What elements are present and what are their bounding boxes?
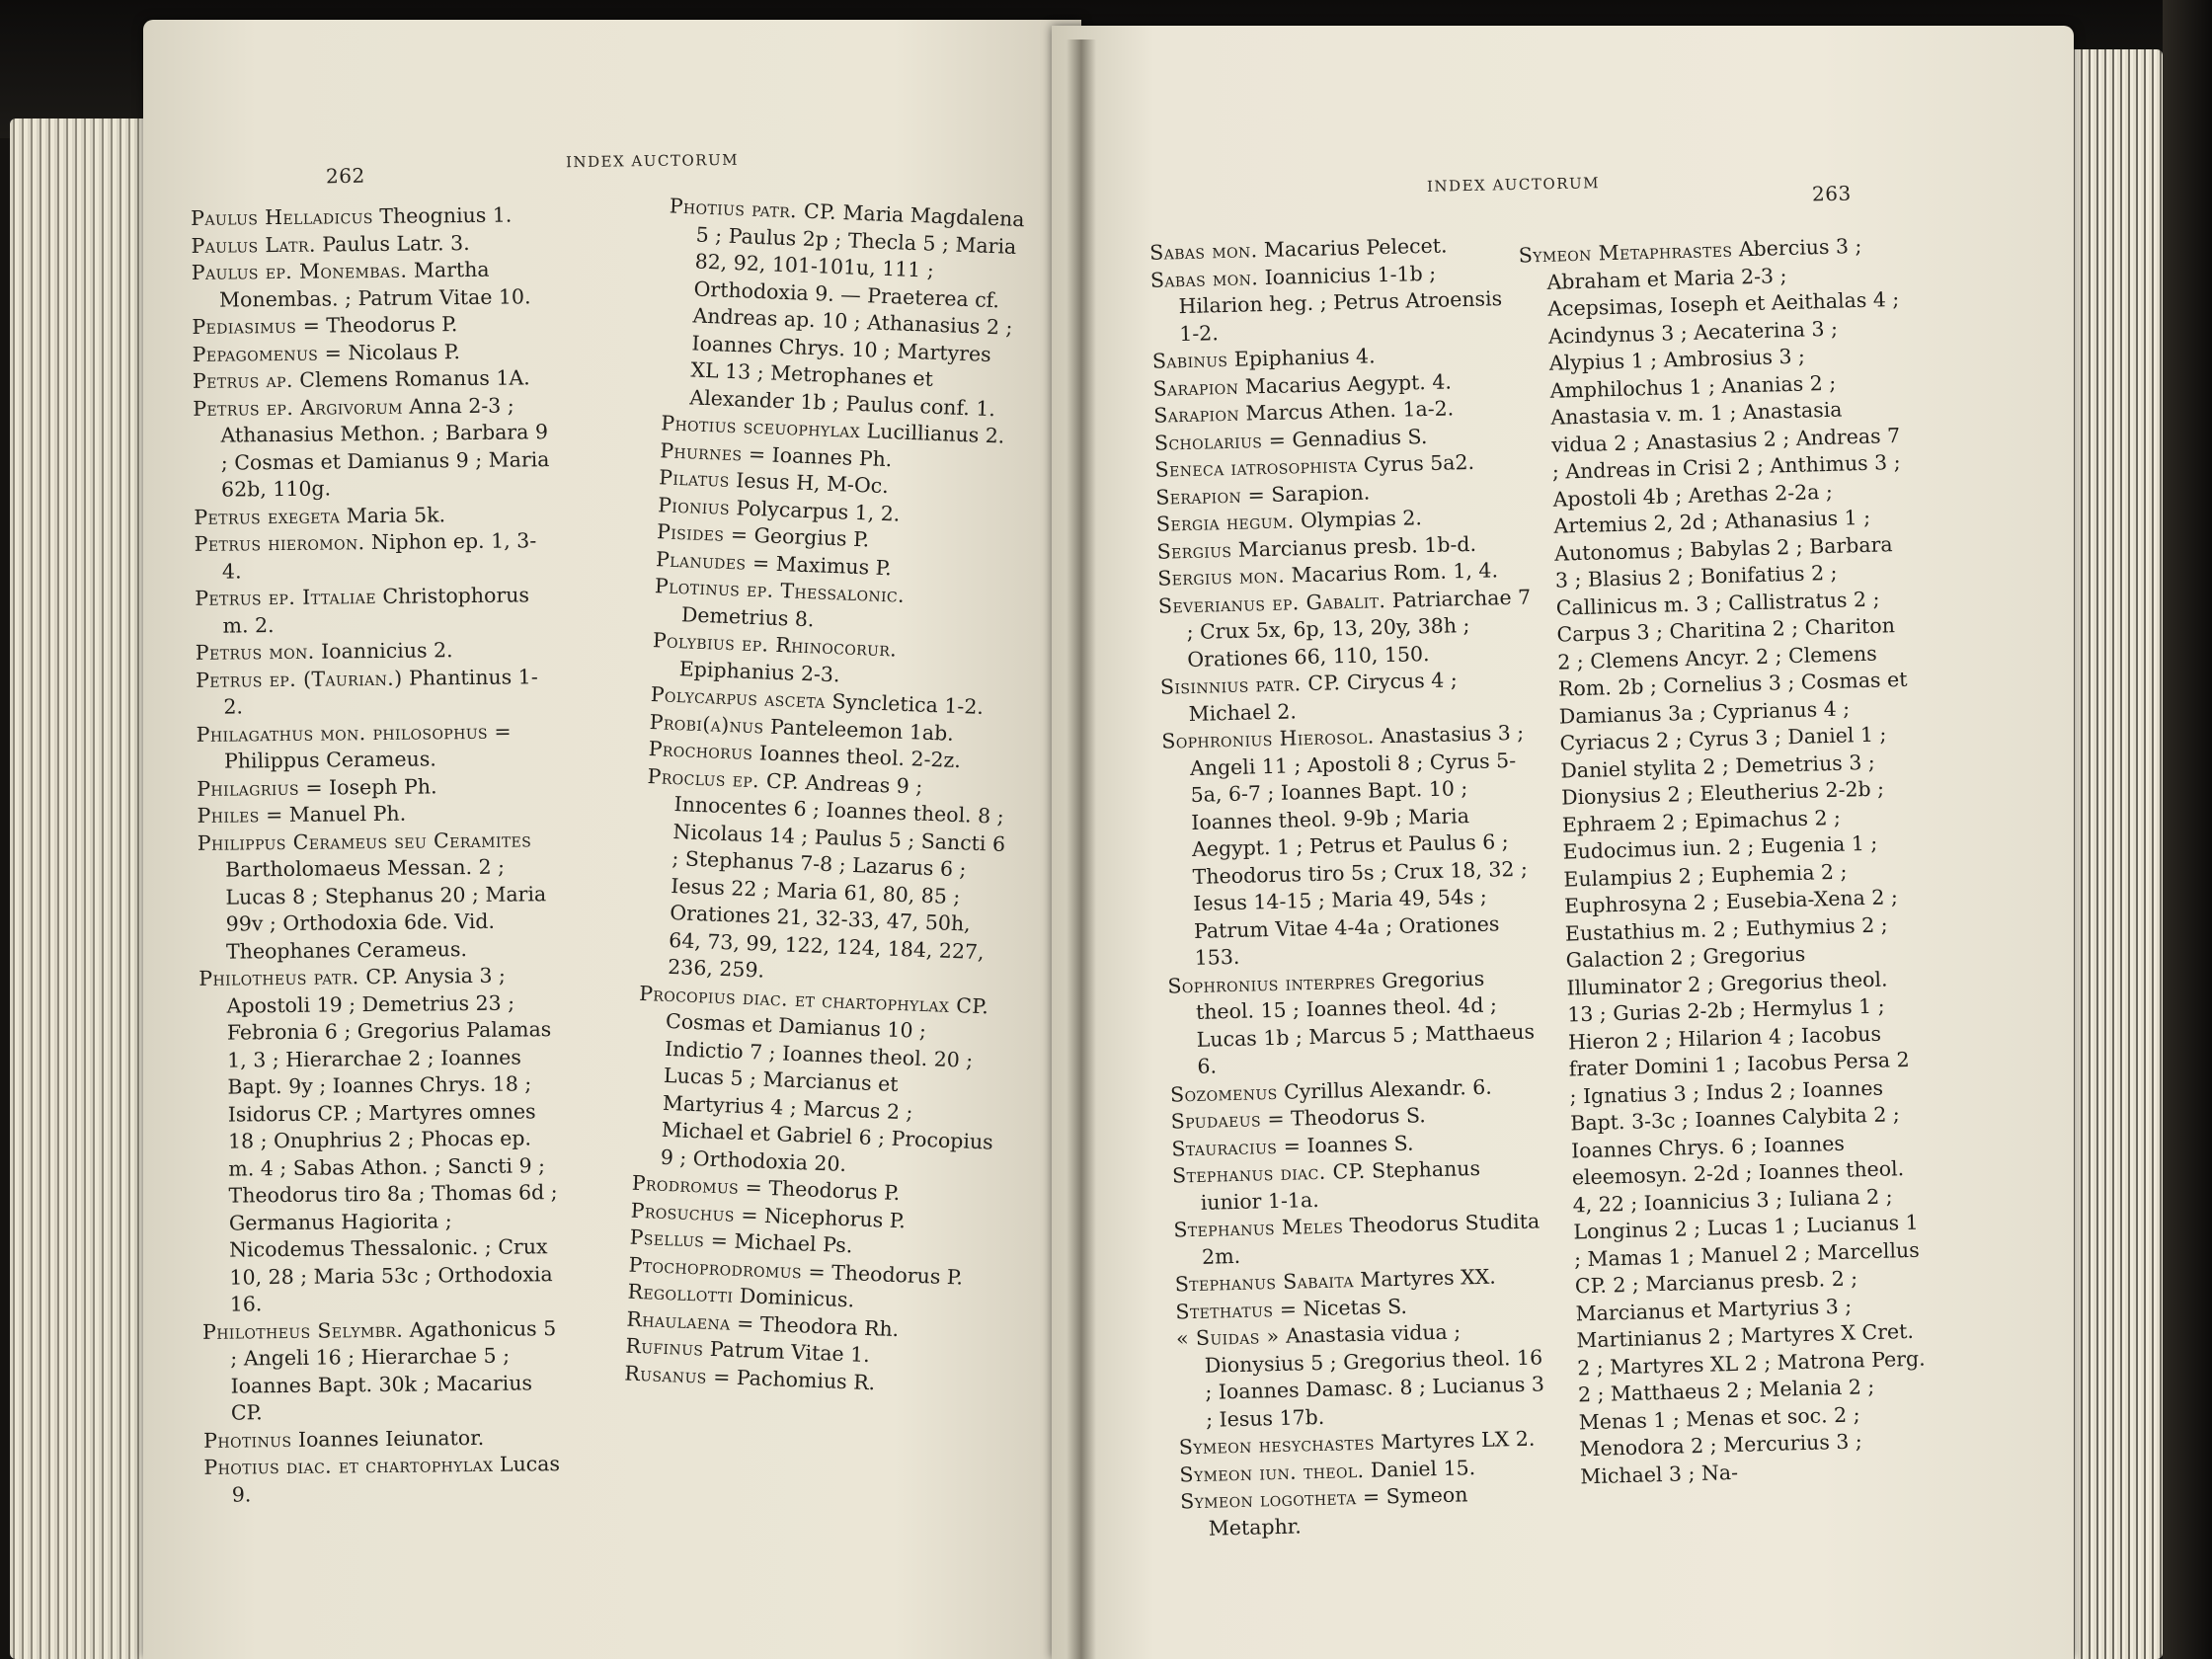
entry-author: Sergius mon. [1157, 563, 1286, 591]
index-column-left-2 [624, 193, 1030, 1400]
entry-author: Philotheus Selymbr. [201, 1317, 404, 1344]
entry-author: Sabinus [1151, 347, 1228, 373]
entry-references: Bartholomaeus Messan. 2 ; Lucas 8 ; Stephanus 20 ; Maria 99v ; Orthodoxia 6de. Vid. Theophanes Cerameus. [225, 854, 547, 964]
book-gutter [1066, 40, 1096, 1659]
entry-references: = Pachomius R. [706, 1364, 876, 1394]
running-head-right: INDEX AUCTORUM [1426, 174, 1601, 196]
entry-author: Probi(a)nus [649, 709, 764, 738]
entry-references: = Theodora Rh. [730, 1310, 900, 1341]
entry-references: Phantinus 1-2. [223, 664, 538, 719]
entry-references: Cyrus 5a2. [1357, 449, 1475, 477]
entry-author: Pepagomenus [192, 341, 319, 366]
entry-author: Stauracius [1171, 1134, 1278, 1161]
entry-author: Pisides [656, 519, 725, 546]
index-entry [196, 636, 556, 667]
index-entry [192, 310, 552, 341]
entry-author: Paulus Latr. [191, 232, 316, 258]
entry-author: Seneca iatrosophista [1154, 452, 1358, 482]
index-entry [1518, 232, 1933, 1491]
entry-references: = Nicetas S. [1272, 1294, 1408, 1321]
index-column-left-1 [191, 201, 565, 1509]
entry-author: Rhaulaena [626, 1306, 732, 1335]
entry-author: Photius diac. et chartophylax [203, 1452, 494, 1479]
entry-references: Macarius Aegypt. 4. [1237, 368, 1453, 399]
entry-author: Sarapion [1152, 374, 1239, 401]
entry-references: = Georgius P. [723, 521, 870, 552]
entry-references: Andreas 9 ; Innocentes 6 ; Ioannes theol. 8 ; Nicolaus 14 ; Paulus 5 ; Sancti 6 ; Stephanus 7-8 ; Lazarus 6 ; Iesus 22 ; Maria 61, 80, 85 ; Orationes 21, 32-33, 47, 50h, 64, 73, 99, 122, 124, 184, 227, 236, 259. [667, 769, 1006, 983]
index-entry [198, 827, 559, 966]
entry-references: = Nicephorus P. [734, 1202, 907, 1232]
entry-author: Ptochoprodromus [628, 1252, 803, 1283]
entry-author: Procopius diac. et chartophylax CP. [638, 981, 989, 1018]
entry-references: = Sarapion. [1240, 479, 1371, 508]
entry-author: Sophronius interpres [1167, 968, 1377, 998]
entry-author: Photinus [203, 1427, 292, 1453]
entry-references: Gregorius theol. 15 ; Ioannes theol. 4d ; Lucas 1b ; Marcus 5 ; Matthaeus 6. [1195, 966, 1536, 1078]
index-entry [191, 201, 551, 232]
entry-references: Cosmas et Damianus 10 ; Indictio 7 ; Ioannes theol. 20 ; Lucas 5 ; Marcianus et Martyrius 4 ; Marcus 2 ; Michael et Gabriel 6 ; Procopius 9 ; Orthodoxia 20. [660, 1008, 994, 1176]
entry-author: Prochorus [648, 737, 753, 765]
index-entry [191, 229, 551, 260]
entry-references: = Ioannes Ph. [742, 440, 893, 471]
entry-author: Philagathus mon. philosophus [196, 719, 489, 747]
entry-references: Abercius 3 ; Abraham et Maria 2-3 ; Acepsimas, Ioseph et Aeithalas 4 ; Acindynus 3 ; Aecaterina 3 ; Alypius 1 ; Ambrosius 3 ; Amphilochus 1 ; Ananias 2 ; Anastasia v. m. 1 ; Anastasia vidua 2 ; Anastasius 2 ; Andreas 7 ; Andreas in Crisi 2 ; Anthimus 3 ; Apostoli 4b ; Arethas 2-2a ; Artemius 2, 2d ; Athanasius 1 ; Autonomus ; Babylas 2 ; Barbara 3 ; Blasius 2 ; Bonifatius 2 ; Callinicus m. 3 ; Callistratus 2 ; Carpus 3 ; Charitina 2 ; Chariton 2 ; Clemens Ancyr. 2 ; Clemens Rom. 2b ; Cornelius 3 ; Cosmas et Damianus 3a ; Cyprianus 4 ; Cyriacus 2 ; Cyrus 3 ; Daniel 1 ; Daniel stylita 2 ; Demetrius 3 ; Dionysius 2 ; Eleutherius 2-2b ; Ephraem 2 ; Epimachus 2 ; Eudocimus iun. 2 ; Eugenia 1 ; Eulampius 2 ; Euphemia 2 ; Euphrosyna 2 ; Eusebia-Xena 2 ; Eustathius m. 2 ; Euthymius 2 ; Galaction 2 ; Gregorius Illuminator 2 ; Gregorius theol. 13 ; Gurias 2-2b ; Hermylus 1 ; Hieron 2 ; Hilarion 4 ; Iacobus frater Domini 1 ; Iacobus Persa 2 ; Ignatius 3 ; Indus 2 ; Ioannes Bapt. 3-3c ; Ioannes Calybita 2 ; Ioannes Chrys. 6 ; Ioannes eleemosyn. 2-2d ; Ioannes theol. 4, 22 ; Ioannicius 3 ; Iuliana 2 ; Longinus 2 ; Lucas 1 ; Lucianus 1 ; Mamas 1 ; Manuel 2 ; Marcellus CP. 2 ; Marcianus presb. 2 ; Marcianus et Martyrius 3 ; Martinianus 2 ; Martyres X Cret. 2 ; Martyres XL 2 ; Matrona Perg. 2 ; Matthaeus 2 ; Melania 2 ; Menas 1 ; Menas et soc. 2 ; Menodora 2 ; Mercurius 3 ; Michael 3 ; Na- [1546, 233, 1926, 1488]
entry-author: Philes [197, 803, 260, 828]
entry-author: Sabas mon. [1149, 265, 1259, 292]
index-entry [195, 582, 556, 640]
entry-references: Maria Magdalena 5 ; Paulus 2p ; Thecla 5 ; Maria 82, 92, 101-101u, 111 ; Orthodoxia 9. — Praeterea cf. Andreas ap. 10 ; Athanasius 2 ; Ioannes Chrys. 10 ; Martyres XL 13 ; Metrophanes et Alexander 1b ; Paulus conf. 1. [688, 199, 1025, 421]
entry-references: Clemens Romanus 1A. [292, 365, 530, 392]
entry-references: Syncletica 1-2. [825, 688, 985, 720]
index-entry [640, 763, 1008, 994]
entry-author: Stephanus Meles [1173, 1214, 1344, 1242]
entry-author: Pilatus [658, 465, 731, 492]
index-entry [193, 392, 554, 505]
entry-references: Cyrillus Alexandr. 6. [1277, 1074, 1493, 1104]
entry-author: Philotheus patr. CP. [198, 964, 399, 990]
entry-references: = Theodorus P. [295, 312, 458, 338]
entry-references: Stephanus iunior 1-1a. [1200, 1155, 1481, 1215]
entry-author: Sozomenus [1169, 1079, 1278, 1107]
entry-references: Cirycus 4 ; Michael 2. [1188, 668, 1458, 726]
entry-references: = Manuel Ph. [259, 801, 407, 828]
entry-references: Niphon ep. 1, 3-4. [221, 528, 537, 584]
page-number-left: 262 [325, 163, 365, 189]
page-number-right: 263 [1811, 181, 1852, 206]
index-entry [194, 501, 554, 531]
entry-author: Regollotti [627, 1279, 734, 1307]
entry-references: Patriarchae 7 ; Crux 5x, 6p, 13, 20y, 38h ; Orationes 66, 110, 150. [1186, 585, 1532, 672]
dark-background-right [2163, 0, 2212, 1659]
index-entry [197, 799, 557, 830]
entry-references: = Gennadius S. [1261, 424, 1428, 452]
entry-author: Pediasimus [192, 313, 297, 339]
entry-references: Anastasia vidua ; Dionysius 5 ; Gregorius theol. 16 ; Ioannes Damasc. 8 ; Lucianus 3 ; Iesus 17b. [1204, 1319, 1545, 1432]
index-column-right-2 [1518, 232, 1933, 1491]
index-entry [1180, 1479, 1556, 1542]
index-column-right-1 [1149, 231, 1556, 1543]
index-entry [198, 962, 563, 1318]
entry-author: Rusanus [624, 1361, 708, 1388]
index-entry [193, 364, 553, 395]
entry-references: Iesus H, M-Oc. [729, 467, 890, 499]
entry-references: Paulus Latr. 3. [315, 230, 470, 257]
entry-references: Macarius Pelecet. [1257, 233, 1448, 263]
entry-author: Proclus ep. CP. [647, 763, 800, 794]
index-entry [1172, 1153, 1548, 1217]
index-entry [195, 527, 556, 586]
entry-references: Patrum Vitae 1. [702, 1336, 871, 1368]
entry-references: = Nicolaus P. [318, 339, 461, 365]
index-entry [1158, 584, 1536, 674]
entry-author: Photius sceuophylax [660, 411, 861, 443]
entry-author: Severianus ep. Gabalit. [1157, 588, 1386, 618]
entry-author: Symeon iun. theol. [1179, 1458, 1365, 1486]
entry-references: Lucillianus 2. [859, 419, 1005, 448]
entry-references: Anastasius 3 ; Angeli 11 ; Apostoli 8 ; Cyrus 5-5a, 6-7 ; Ioannes Bapt. 10 ; Ioannes theol. 9-9b ; Maria Aegypt. 1 ; Petrus et Paulus 6 ; Theodorus tiro 5s ; Crux 18, 32 ; Iesus 14-15 ; Maria 49, 54s ; Patrum Vitae 4-4a ; Orationes 153. [1189, 720, 1529, 970]
entry-author: Petrus ep. (Taurian.) [196, 666, 403, 692]
entry-author: Prosuchus [630, 1198, 736, 1226]
entry-author: Philippus Cerameus seu Ceramites [197, 827, 532, 855]
entry-author: Prodromus [631, 1170, 740, 1199]
entry-author: Sisinnius patr. CP. [1159, 671, 1341, 699]
entry-author: Sergia hegum. [1155, 509, 1295, 536]
entry-references: Lucas 9. [231, 1452, 561, 1507]
entry-author: Plotinus ep. Thessalonic. [654, 574, 906, 607]
entry-author: « Suidas » [1175, 1323, 1280, 1351]
entry-references: = Symeon Metaphr. [1208, 1482, 1468, 1540]
entry-author: Paulus ep. Monembas. [191, 258, 408, 284]
entry-references: Panteleemon 1ab. [763, 713, 955, 746]
index-entry [192, 256, 553, 314]
entry-references: Marcus Athen. 1a-2. [1238, 396, 1455, 426]
entry-author: Stephanus diac. CP. [1171, 1158, 1366, 1188]
index-entry [1176, 1316, 1554, 1434]
index-entry [193, 338, 553, 368]
index-entry [197, 772, 557, 803]
entry-author: Petrus ep. Ittaliae [195, 585, 376, 610]
entry-author: Petrus hieromon. [194, 530, 365, 556]
entry-references: Martyres LX 2. [1374, 1426, 1536, 1455]
index-entry [203, 1451, 565, 1509]
entry-references: = Philippus Cerameus. [223, 719, 512, 773]
index-entry [1161, 719, 1542, 973]
index-entry [632, 980, 999, 1183]
entry-references: Martha Monembas. ; Patrum Vitae 10. [218, 257, 531, 312]
entry-author: Sergius [1156, 537, 1232, 564]
entry-references: Maria 5k. [340, 502, 446, 527]
index-entry [202, 1315, 564, 1428]
entry-references: Olympias 2. [1294, 506, 1423, 533]
entry-references: Theodorus Studita 2m. [1201, 1209, 1540, 1269]
entry-author: Spudaeus [1170, 1107, 1262, 1134]
entry-references: = Theodorus S. [1260, 1103, 1427, 1132]
entry-author: Serapion [1155, 483, 1242, 510]
entry-references: = Theodorus P. [738, 1174, 901, 1206]
entry-author: Stephanus Sabaita [1174, 1268, 1355, 1297]
entry-references: = Theodorus P. [801, 1258, 964, 1290]
index-entry [1160, 665, 1537, 728]
entry-references: Polycarpus 1, 2. [729, 495, 901, 526]
entry-references: Ioannicius 1-1b ; Hilarion heg. ; Petrus Atroensis 1-2. [1178, 261, 1503, 346]
index-entry [1150, 258, 1528, 349]
entry-references: Demetrius 8. [680, 601, 815, 631]
entry-references: Epiphanius 2-3. [678, 656, 840, 686]
entry-author: Phurnes [659, 437, 743, 465]
entry-references: Dominicus. [732, 1283, 855, 1312]
entry-references: Theognius 1. [372, 202, 513, 229]
right-page [1052, 26, 2074, 1659]
entry-author: Pionius [657, 492, 731, 519]
entry-references: Ioannes theol. 2-2z. [751, 741, 962, 773]
entry-author: Rufinus [625, 1333, 704, 1361]
entry-author: Petrus ap. [192, 367, 293, 393]
index-entry [662, 193, 1030, 424]
index-entry [1167, 964, 1545, 1081]
entry-author: Symeon Metaphrastes [1518, 237, 1733, 268]
index-entry [196, 664, 557, 722]
index-entry [203, 1424, 564, 1455]
entry-author: Photius patr. CP. [669, 194, 837, 224]
entry-references: Macarius Rom. 1, 4. [1284, 558, 1499, 588]
entry-author: Symeon hesychastes [1178, 1430, 1376, 1460]
entry-references: Agathonicus 5 ; Angeli 16 ; Hierarchae 5 ; Ioannes Bapt. 30k ; Macarius CP. [230, 1315, 557, 1425]
entry-author: Sarapion [1152, 401, 1240, 428]
entry-author: Petrus mon. [195, 639, 315, 665]
entry-references: Ioannes Ieiunator. [291, 1425, 485, 1452]
entry-author: Philagrius [197, 775, 299, 801]
entry-author: Stethatus [1175, 1297, 1274, 1324]
entry-references: = Ioannes S. [1276, 1131, 1414, 1158]
running-head-left: INDEX AUCTORUM [565, 150, 740, 172]
index-entry [197, 718, 558, 776]
index-entry [1173, 1208, 1549, 1271]
entry-author: Scholarius [1153, 428, 1263, 455]
entry-references: Epiphanius 4. [1227, 344, 1376, 371]
entry-references: Anysia 3 ; Apostoli 19 ; Demetrius 23 ; Febronia 6 ; Gregorius Palamas 1, 3 ; Hierarchae 2 ; Ioannes Bapt. 9y ; Ioannes Chrys. 18 ; Isidorus CP. ; Martyres omnes 18 ; Onuphrius 2 ; Phocas ep. m. 4 ; Sabas Athon. ; Sancti 9 ; Theodorus tiro 8a ; Thomas 6d ; Germanus Hagiorita ; Nicodemus Thessalonic. ; Crux 10, 28 ; Maria 53c ; Orthodoxia 16. [226, 963, 558, 1316]
entry-author: Paulus Helladicus [191, 204, 373, 230]
entry-references: Martyres XX. [1353, 1264, 1497, 1293]
entry-author: Sophronius Hierosol. [1161, 724, 1375, 753]
entry-references: = Michael Ps. [703, 1227, 853, 1258]
entry-author: Polybius ep. Rhinocorur. [652, 628, 898, 662]
entry-references: = Maximus P. [746, 550, 893, 580]
entry-author: Petrus exegeta [194, 503, 341, 529]
entry-author: Symeon logotheta [1179, 1485, 1357, 1514]
entry-references: Marcianus presb. 1b-d. [1231, 531, 1477, 562]
entry-references: Anna 2-3 ; Athanasius Methon. ; Barbara 9 ; Cosmas et Damianus 9 ; Maria 62b, 110g. [220, 393, 550, 502]
entry-references: Ioannicius 2. [314, 638, 453, 664]
entry-author: Petrus ep. Argivorum [193, 394, 403, 421]
entry-author: Psellus [629, 1224, 705, 1252]
entry-references: Christophorus m. 2. [222, 583, 530, 638]
left-page [143, 20, 1081, 1659]
entry-author: Polycarpus asceta [650, 682, 827, 713]
entry-references: Daniel 15. [1364, 1455, 1476, 1482]
entry-references: = Ioseph Ph. [298, 773, 437, 800]
entry-author: Planudes [655, 546, 748, 575]
entry-author: Sabas mon. [1148, 238, 1258, 265]
